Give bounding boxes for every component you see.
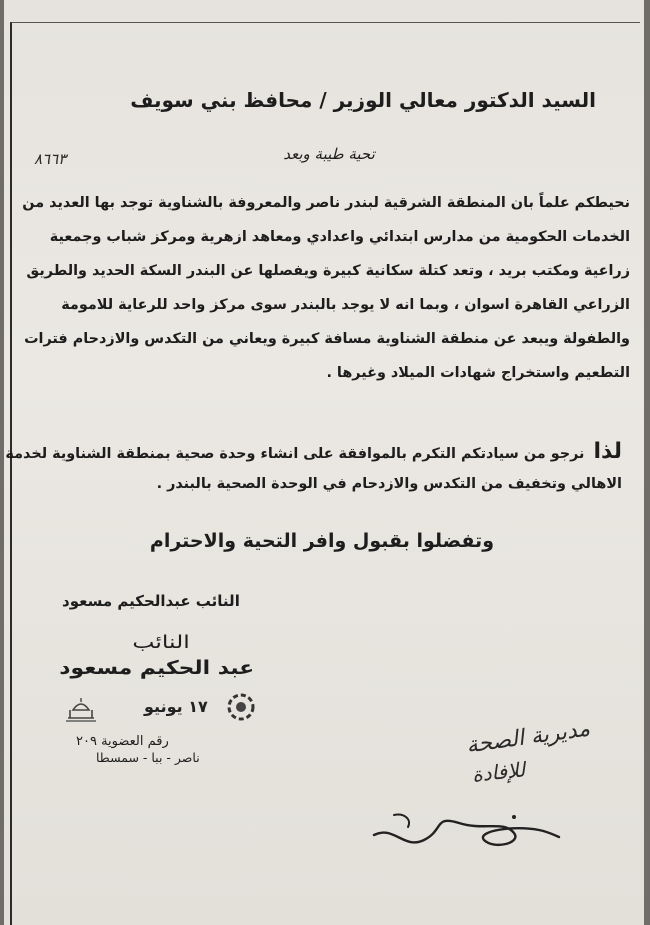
stamp-name: عبد الحكيم مسعود (59, 657, 255, 679)
handwritten-note: للإفادة (470, 757, 527, 787)
body-line: الخدمات الحكومية من مدارس ابتدائي واعدادي ومعاهد ازهرية ومركز شباب وجمعية (49, 229, 630, 245)
request-line: الاهالي وتخفيف من التكدس والازدحام في الوحدة الصحية بالبندر . (156, 476, 622, 492)
district-name: ناصر - ببا - سمسطا (96, 750, 200, 765)
body-line: التطعيم واستخراج شهادات الميلاد وغيرها . (326, 365, 630, 381)
request-text: نرجو من سيادتكم التكرم بالموافقة على انشاء وحدة صحية بمنطقة الشناوية لخدمة (5, 446, 585, 462)
letter-page (4, 0, 644, 925)
signer-name: النائب عبدالحكيم مسعود (62, 592, 240, 610)
request-paragraph (5, 436, 622, 500)
body-line: الزراعي القاهرة اسوان ، وبما انه لا يوجد بالبندر سوى مركز واحد للرعاية للامومة (61, 297, 630, 313)
body-line: والطفولة ويبعد عن منطقة الشناوية مسافة كبيرة ويعاني من التكدس والازدحام فترات (24, 331, 630, 347)
reference-number: ٨٦٦٣ (34, 150, 67, 168)
stamp-title: النائب (132, 632, 190, 653)
membership-number: رقم العضوية ٢٠٩ (76, 734, 169, 749)
body-line: نحيطكم علماً بان المنطقة الشرقية لبندر ناصر والمعروفة بالشناوية توجد بها العديد من (22, 195, 630, 211)
parliament-icon (64, 696, 98, 722)
handwritten-signature (364, 795, 564, 865)
stamp-date: ١٧ يونيو (144, 697, 208, 716)
body-line: زراعية ومكتب بريد ، وتعد كتلة سكانية كبيرة ويفصلها عن البندر السكة الحديد والطريق (26, 263, 630, 279)
letter-title: السيد الدكتور معالي الوزير / محافظ بني سويف (130, 88, 596, 112)
emblem-icon (226, 692, 256, 722)
greeting: تحية طيبة وبعد (283, 145, 375, 163)
official-stamp (44, 630, 274, 780)
handwritten-note: مديرية الصحة (464, 716, 592, 759)
letter-body (10, 186, 630, 390)
request-line (5, 436, 622, 468)
closing-phrase: وتفضلوا بقبول وافر التحية والاحترام (149, 530, 494, 552)
request-lead: لذا (593, 439, 622, 464)
